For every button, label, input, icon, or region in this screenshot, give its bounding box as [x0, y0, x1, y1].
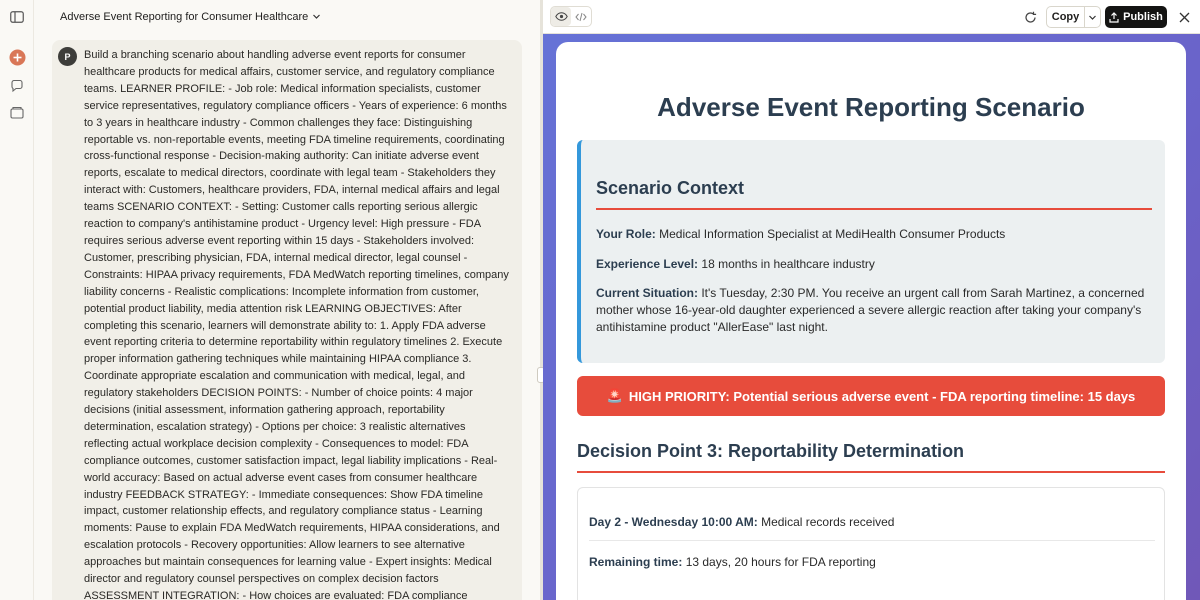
- situation-label: Current Situation:: [596, 286, 698, 300]
- alert-text: HIGH PRIORITY: Potential serious adverse event - FDA reporting timeline: 15 days: [628, 388, 1136, 404]
- scenario-card: [556, 42, 1186, 600]
- info-separator: [589, 540, 1155, 541]
- decision-info-box: [577, 487, 1165, 600]
- situation-line: [596, 285, 1156, 336]
- role-value: Medical Information Specialist at MediHealth Consumer Products: [659, 227, 1006, 241]
- chevron-down-icon[interactable]: [312, 8, 321, 26]
- user-avatar: P: [58, 47, 77, 66]
- artifact-preview: [543, 34, 1200, 600]
- experience-line: [596, 256, 1156, 273]
- new-chat-icon[interactable]: [8, 48, 26, 66]
- situation-value: It's Tuesday, 2:30 PM. You receive an urgent call from Sarah Martinez, a concerned mother whose 16-year-old daughter experienced a severe allergic reaction after taking your company's antihistamine product "AllerEase" last night.: [596, 286, 1145, 334]
- decision-point-heading: Decision Point 3: Reportability Determination: [577, 441, 965, 461]
- remaining-value: 13 days, 20 hours for FDA reporting: [685, 555, 876, 569]
- publish-button[interactable]: [1105, 6, 1167, 28]
- copy-options-chevron-icon[interactable]: [1084, 6, 1101, 28]
- remaining-label: Remaining time:: [589, 555, 683, 569]
- day-label: Day 2 - Wednesday 10:00 AM:: [589, 515, 758, 529]
- sidebar-toggle-icon[interactable]: [8, 8, 26, 26]
- publish-label: Publish: [1123, 11, 1163, 23]
- view-toggle[interactable]: [550, 6, 592, 27]
- code-icon[interactable]: [571, 7, 591, 26]
- high-priority-alert: [577, 376, 1165, 416]
- preview-eye-icon[interactable]: [551, 7, 571, 26]
- user-prompt-text: Build a branching scenario about handling adverse event reports for consumer healthcare products for medical affairs, customer service, and regulatory compliance teams. LEARNER PROFILE: - Job role: Medical information specialists, customer service representatives, regulatory compliance officers - Years of experience: 6 months to 3 years in healthcare industry - Common challenges they face: Distinguishing reportable vs. non-reportable events, meeting FDA timeline requirements, coordinating cross-functional response - Decision-making authority: Can initiate adverse event reports, escalate to medical directors, coordinate with legal team - Stakeholders they interact with: Customers, healthcare providers, FDA, internal medical affairs and legal teams SCENARIO CONTEXT: - Setting: Customer calls reporting serious allergic reaction to company's antihistamine product - Urgency level: High pressure - FDA requires serious adverse event reporting within 15 days - Stakeholders involved: Customer, prescribing physician, FDA, internal medical director, legal counsel - Constraints: HIPAA privacy requirements, FDA MedWatch reporting timelines, company liability concerns - Realistic complications: Incomplete information from customer, potential product liability, media attention risk LEARNING OBJECTIVES: After completing this scenario, learners will demonstrate ability to: 1. Apply FDA adverse event reporting criteria to determine reportability within regulatory timelines 2. Execute proper information gathering techniques while maintaining HIPAA compliance 3. Coordinate appropriate escalation and communication with medical, legal, and regulatory stakeholders DECISION POINTS: - Number of choice points: 4 major decisions (initial assessment, information gathering approach, reportability determination, escalation strategy) - Options per choice: 3 realistic alternatives reflecting actual workplace decision complexity - Consequences to model: FDA compliance outcomes, customer satisfaction impact, legal liability implications - Real-world accuracy: Based on actual adverse event cases from consumer healthcare industry FEEDBACK STRATEGY: - Immediate consequences: Show FDA timeline impact, customer relationship effects, and regulatory compliance status - Learning moments: Pause to explain FDA MedWatch requirements, HIPAA considerations, and escalation protocols - Recovery opportunities: Allow learners to see alternative approaches but maintain consequences for learning value - Expert insights: Medical director and regulatory counsel perspectives on complex decision factors ASSESSMENT INTEGRATION: - How choices are evaluated: FDA compliance: [84, 49, 509, 600]
- upload-icon: [1109, 12, 1119, 23]
- scenario-title: Adverse Event Reporting Scenario: [657, 92, 1085, 122]
- role-line: [596, 226, 1156, 243]
- projects-icon[interactable]: [8, 103, 26, 121]
- remaining-line: [589, 555, 876, 569]
- copy-button[interactable]: Copy: [1046, 6, 1084, 28]
- day-line: [589, 515, 894, 529]
- experience-label: Experience Level:: [596, 257, 699, 271]
- conversation-title[interactable]: Adverse Event Reporting for Consumer Healthcare: [60, 11, 309, 23]
- chats-icon[interactable]: [8, 77, 26, 95]
- context-heading: Scenario Context: [596, 178, 745, 198]
- conversation-header[interactable]: [34, 0, 540, 34]
- scenario-context-box: [577, 140, 1165, 363]
- close-icon[interactable]: [1175, 8, 1193, 26]
- left-rail: [0, 0, 34, 600]
- experience-value: 18 months in healthcare industry: [701, 257, 875, 271]
- refresh-icon[interactable]: [1021, 8, 1039, 26]
- siren-icon: 🚨: [606, 388, 623, 403]
- role-label: Your Role:: [596, 227, 656, 241]
- day-value: Medical records received: [761, 515, 895, 529]
- decision-divider: [577, 471, 1165, 473]
- artifact-toolbar: [543, 0, 1200, 34]
- context-divider: [596, 208, 1152, 210]
